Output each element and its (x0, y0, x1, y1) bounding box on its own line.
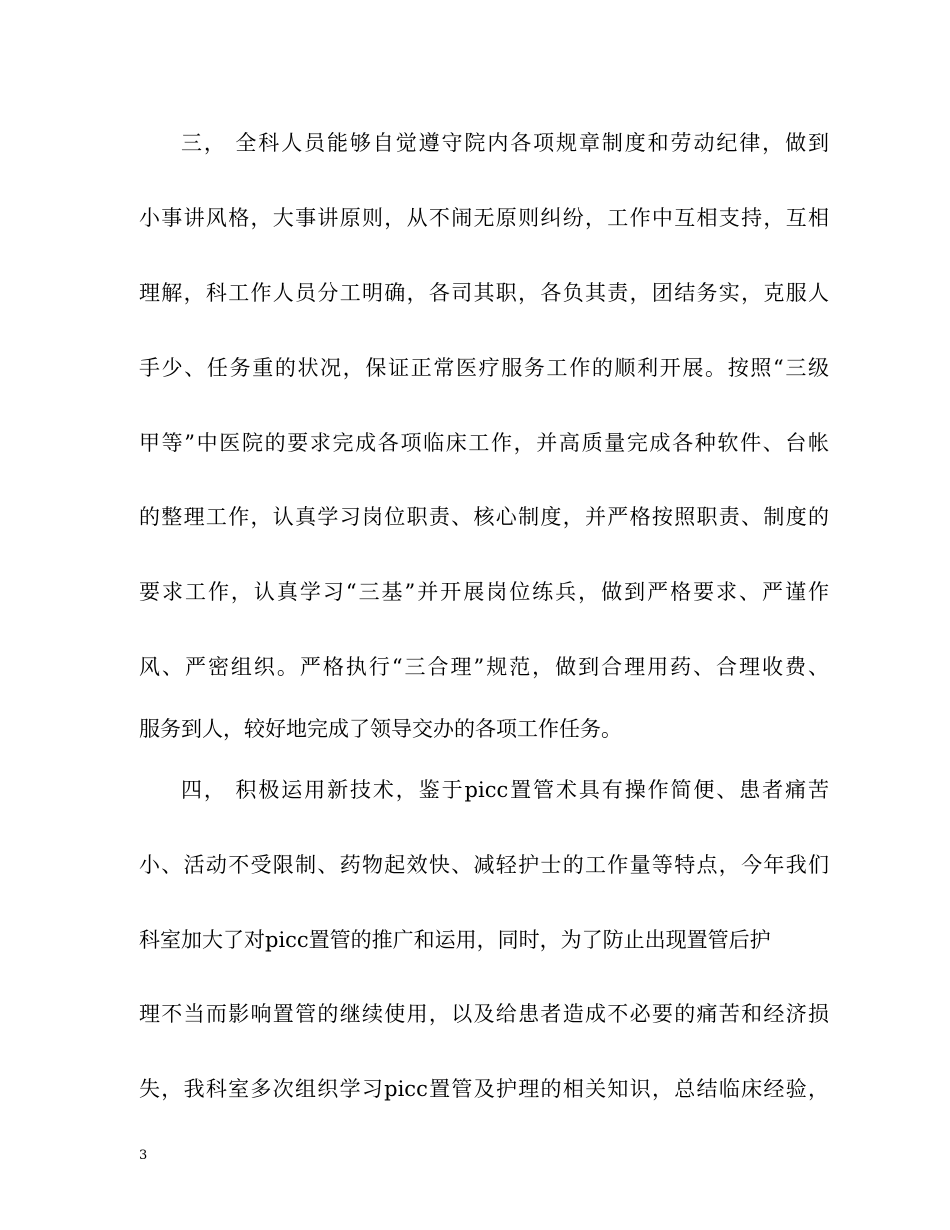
paragraph-line: 科室加大了对picc置管的推广和运用，同时，为了防止出现置管后护 (139, 928, 771, 952)
paragraph-line: 手少、任务重的状况，保证正常医疗服务工作的顺利开展。按照“三级 (139, 356, 829, 380)
paragraph-line: 服务到人，较好地完成了领导交办的各项工作任务。 (139, 717, 622, 741)
paragraph-line: 理解，科工作人员分工明确，各司其职，各负其责，团结务实，克服人 (139, 281, 829, 305)
paragraph-line: 小事讲风格，大事讲原则，从不闹无原则纠纷，工作中互相支持，互相 (139, 206, 829, 230)
paragraph-line: 小、活动不受限制、药物起效快、减轻护士的工作量等特点，今年我们 (139, 853, 829, 877)
paragraph-line: 理不当而影响置管的继续使用，以及给患者造成不必要的痛苦和经济损 (139, 1002, 829, 1026)
paragraph-line: 风、严密组织。严格执行“三合理”规范，做到合理用药、合理收费、 (139, 655, 829, 679)
paragraph-line: 三， 全科人员能够自觉遵守院内各项规章制度和劳动纪律，做到 (181, 131, 829, 155)
paragraph-line: 的整理工作，认真学习岗位职责、核心制度，并严格按照职责、制度的 (139, 505, 829, 529)
paragraph-line: 失，我科室多次组织学习picc置管及护理的相关知识，总结临床经验， (139, 1077, 829, 1101)
paragraph-line: 要求工作，认真学习“三基”并开展岗位练兵，做到严格要求、严谨作 (139, 580, 829, 604)
paragraph-line: 甲等”中医院的要求完成各项临床工作，并高质量完成各种软件、台帐 (139, 431, 829, 455)
paragraph-line: 四， 积极运用新技术，鉴于picc置管术具有操作简便、患者痛苦 (181, 778, 829, 802)
page-number: 3 (139, 1148, 148, 1163)
